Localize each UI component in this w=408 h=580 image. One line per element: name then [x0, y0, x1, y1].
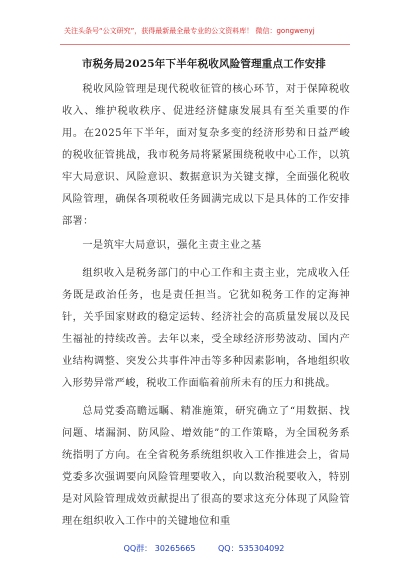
paragraph-2: 总局党委高瞻远瞩、精准施策，研究确立了“用数据、找问题、堵漏洞、防风险、增效能”的工作策略，为全国税务系统指明了方向。在全省税务系统组织收入工作推进会上，省局党委多次强调要向风险管理要收入，向以数治税要收入，特别是对风险管理成效贡献提出了很高的要求这充分体现了风险管理在组织收入工作中的关键地位和重: [62, 406, 350, 527]
document-title: 市税务局2025年下半年税收风险管理重点工作安排: [81, 58, 327, 70]
promo-banner: 关注头条号“公文研究”，获得最新最全最专业的公文资料库！ 微信：gongwenyj: [64, 27, 315, 35]
paragraph-1: 组织收入是税务部门的中心工作和主责主业，完成收入任务既是政治任务，也是责任担当。它犹如税务工作的定海神针，关乎国家财政的稳定运转、经济社会的高质量发展以及民生福祉的持续改善。去年以来，受全球经济形势波动、国内产业结构调整、突发公共事件冲击等多种因素影响，各地组织收入形势异常严峻，税收工作面临着前所未有的压力和挑战。: [62, 268, 350, 389]
paragraph-intro: 税收风险管理是现代税收征管的核心环节，对于保障税收收入、维护税收秩序、促进经济健康发展具有至关重要的作用。在2025年下半年，面对复杂多变的经济形势和日益严峻的税收征管挑战，我市税务局将紧紧围绕税收中心工作，以筑牢大局意识、风险意识、数据意识为关键支撑，全面强化税收风险管理，确保各项税收任务圆满完成以下是具体的工作安排部署：: [62, 84, 350, 227]
contact-footer: [0, 543, 408, 554]
qq-group-label: QQ群： 30265665: [123, 544, 196, 553]
section-heading-1: 一是筑牢大局意识，强化主责主业之基: [82, 240, 262, 251]
document-body: [62, 79, 350, 533]
qq-contact-label: QQ：535304092: [218, 544, 285, 553]
banner-divider: [60, 44, 350, 45]
